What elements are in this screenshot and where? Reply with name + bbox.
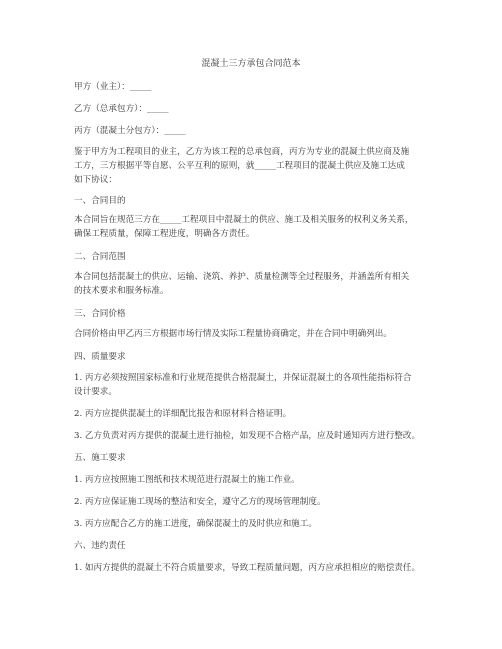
quality-item-line: 设计要求。	[74, 387, 117, 397]
construction-item-1: 1. 丙方应按照施工图纸和技术规范进行混凝土的施工作业。	[74, 475, 300, 485]
construction-item-2: 2. 丙方应保证施工现场的整洁和安全，遵守乙方的现场管理制度。	[74, 497, 326, 507]
intro-line: 工方，三方根据平等自愿、公平互利的原则，就_____工程项目的混凝土供应及施工达成	[74, 161, 405, 171]
section-text-line: 本合同旨在规范三方在_____工程项目中混凝土的供应、施工及相关服务的权利义务关系，	[74, 215, 414, 225]
section-text-line: 本合同包括混凝土的供应、运输、浇筑、养护、质量检测等全过程服务，并涵盖所有相关	[74, 272, 410, 282]
section-heading-quality: 四、质量要求	[74, 352, 126, 362]
party-b: 乙方（总承包方）：_____	[74, 104, 169, 114]
intro-line: 如下协议：	[74, 175, 117, 185]
breach-item-1: 1. 如丙方提供的混凝土不符合质量要求，导致工程质量问题，丙方应承担相应的赔偿责任。	[74, 563, 421, 573]
section-heading-breach: 六、违约责任	[74, 541, 126, 551]
quality-item-line: 1. 丙方必须按照国家标准和行业规范提供合格混凝土，并保证混凝土的各项性能指标符合	[74, 373, 412, 383]
section-heading-construction: 五、施工要求	[74, 453, 126, 463]
section-text-price: 合同价格由甲乙丙三方根据市场行情及实际工程量协商确定，并在合同中明确列出。	[74, 329, 392, 339]
construction-item-3: 3. 丙方应配合乙方的施工进度，确保混凝土的及时供应和施工。	[74, 519, 317, 529]
section-heading-price: 三、合同价格	[74, 309, 126, 319]
intro-line: 鉴于甲方为工程项目的业主，乙方为该工程的总承包商，丙方为专业的混凝土供应商及施	[74, 147, 410, 157]
party-a: 甲方（业主）：_____	[74, 82, 152, 92]
section-heading-purpose: 一、合同目的	[74, 196, 126, 206]
section-text-line: 的技术要求和服务标准。	[74, 286, 169, 296]
section-text-scope	[74, 270, 434, 298]
quality-item-1	[74, 371, 434, 399]
section-text-line: 确保工程质量，保障工程进度，明确各方责任。	[74, 229, 255, 239]
intro-paragraph	[74, 145, 434, 187]
section-heading-scope: 二、合同范围	[74, 252, 126, 262]
quality-item-3: 3. 乙方负责对丙方提供的混凝土进行抽检，如发现不合格产品，应及时通知丙方进行整改。	[74, 431, 421, 441]
document-title: 混凝土三方承包合同范本	[201, 59, 301, 69]
section-text-purpose	[74, 213, 434, 241]
quality-item-2: 2. 丙方应提供混凝土的详细配比报告和原材料合格证明。	[74, 409, 292, 419]
party-c: 丙方（混凝土分包方）：_____	[74, 126, 186, 136]
